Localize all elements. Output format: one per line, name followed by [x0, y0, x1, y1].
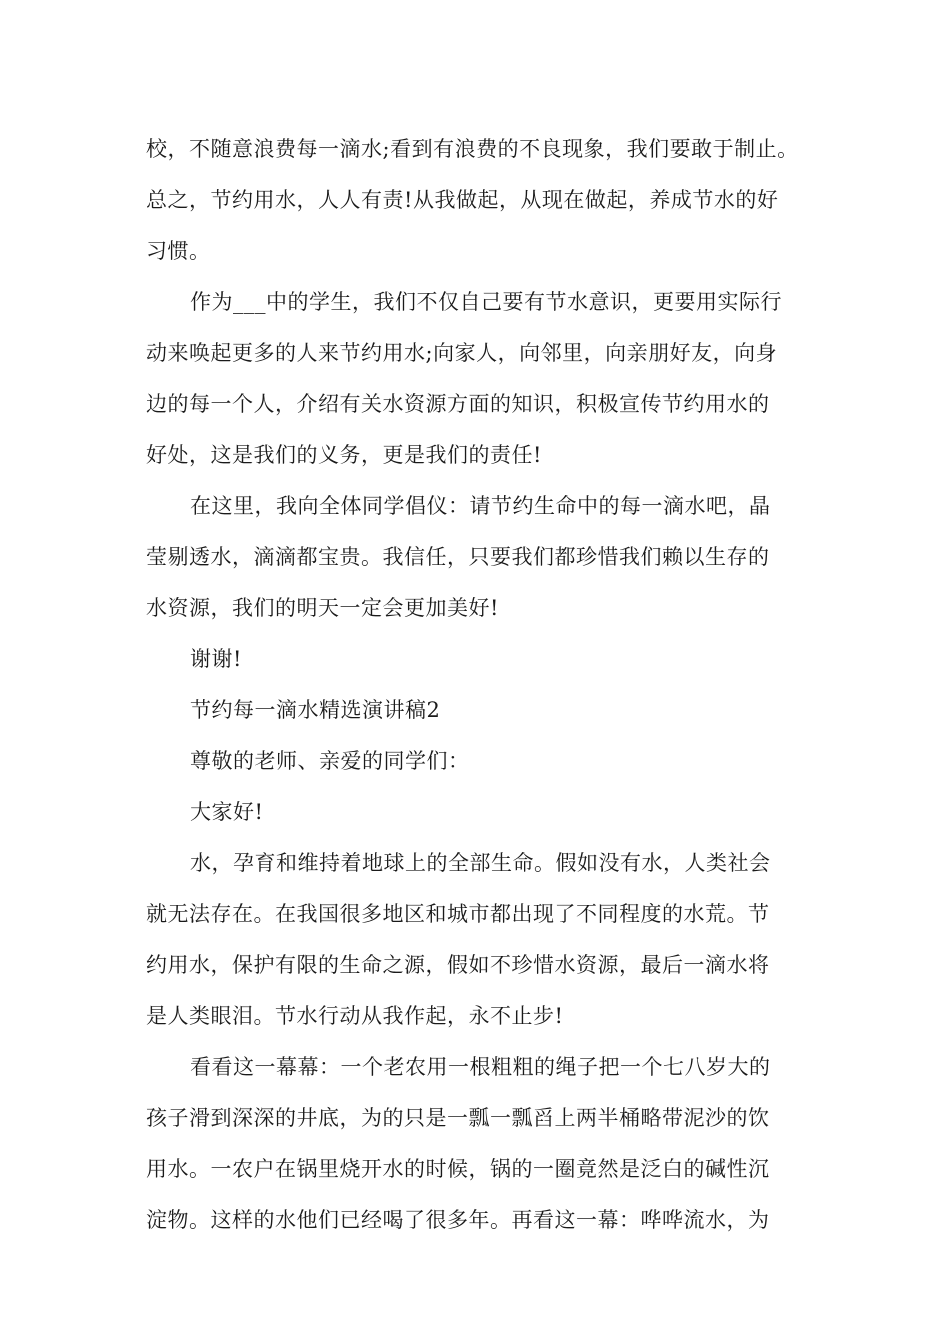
text-line: 水资源，我们的明天一定会更加美好! — [146, 596, 499, 620]
text-line: 莹剔透水，滴滴都宝贵。我信任，只要我们都珍惜我们赖以生存的 — [146, 545, 770, 569]
text-line: 约用水，保护有限的生命之源，假如不珍惜水资源，最后一滴水将 — [146, 953, 770, 977]
text-line: 作为___中的学生，我们不仅自己要有节水意识，更要用实际行 — [190, 290, 782, 314]
text-line: 习惯。 — [146, 239, 211, 263]
text-line: 就无法存在。在我国很多地区和城市都出现了不同程度的水荒。节 — [146, 902, 770, 926]
text-line: 动来唤起更多的人来节约用水;向家人，向邻里，向亲朋好友，向身 — [146, 341, 778, 365]
text-line: 总之，节约用水，人人有责!从我做起，从现在做起，养成节水的好 — [146, 188, 779, 212]
text-line: 好处，这是我们的义务，更是我们的责任! — [146, 443, 542, 467]
text-line: 边的每一个人，介绍有关水资源方面的知识，积极宣传节约用水的 — [146, 392, 770, 416]
text-line: 看看这一幕幕：一个老农用一根粗粗的绳子把一个七八岁大的 — [190, 1055, 771, 1079]
text-line: 是人类眼泪。节水行动从我作起，永不止步! — [146, 1004, 564, 1028]
text-line: 淀物。这样的水他们已经喝了很多年。再看这一幕：哗哗流水，为 — [146, 1208, 770, 1232]
text-line: 在这里，我向全体同学倡仪：请节约生命中的每一滴水吧，晶 — [190, 494, 771, 518]
section-title: 节约每一滴水精选演讲稿2 — [190, 698, 441, 722]
text-line: 校，不随意浪费每一滴水;看到有浪费的不良现象，我们要敢于制止。 — [146, 137, 799, 161]
document-body — [146, 124, 826, 1246]
text-line: 水，孕育和维持着地球上的全部生命。假如没有水，人类社会 — [190, 851, 771, 875]
greeting: 大家好! — [190, 800, 264, 824]
thanks-line: 谢谢! — [190, 647, 242, 671]
text-line: 孩子滑到深深的井底，为的只是一瓢一瓢舀上两半桶略带泥沙的饮 — [146, 1106, 770, 1130]
salutation: 尊敬的老师、亲爱的同学们： — [190, 749, 470, 773]
text-line: 用水。一农户在锅里烧开水的时候，锅的一圈竟然是泛白的碱性沉 — [146, 1157, 770, 1181]
